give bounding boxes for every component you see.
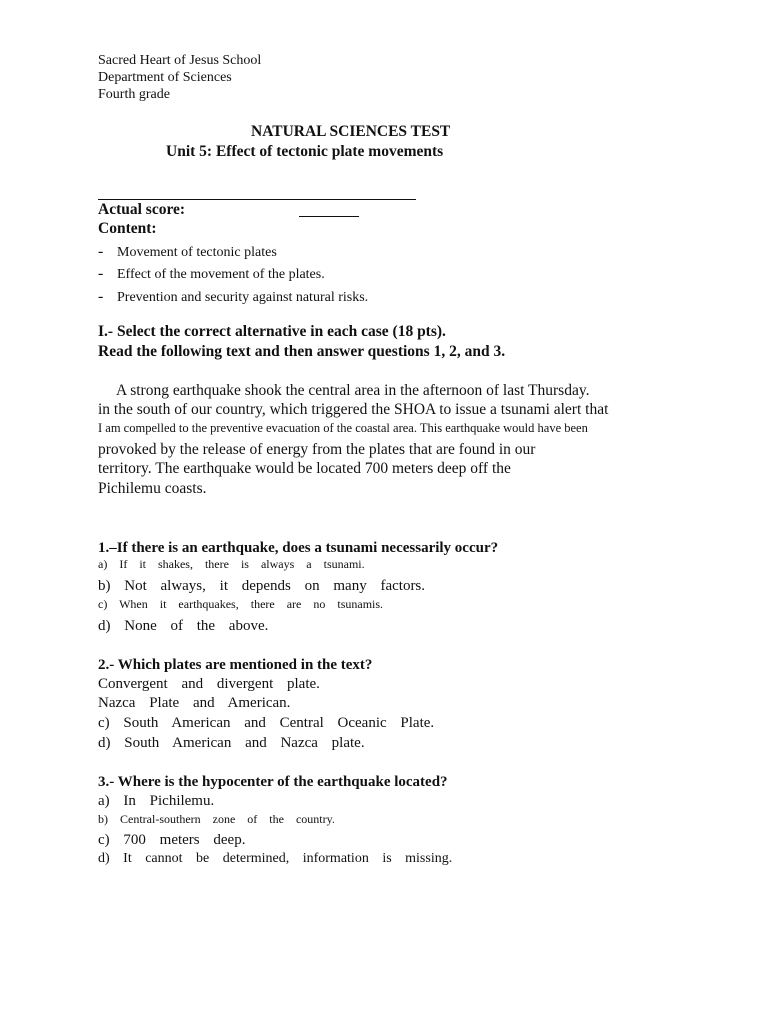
answer-option: c) 700 meters deep.	[98, 832, 246, 848]
content-label: Content:	[98, 220, 157, 237]
answer-option: b) Central-southern zone of the country.	[98, 812, 335, 826]
answer-option: d) It cannot be determined, information is missing.	[98, 851, 453, 866]
passage-line: in the south of our country, which triggered the SHOA to issue a tsunami alert that	[98, 401, 609, 418]
content-item-text: Effect of the movement of the plates.	[117, 267, 325, 282]
passage-line: Pichilemu coasts.	[98, 480, 207, 497]
content-item: - Prevention and security against natural risks.	[98, 288, 369, 305]
question-2: 2.- Which plates are mentioned in the text?	[98, 657, 373, 673]
answer-option: c) South American and Central Oceanic Plate.	[98, 715, 435, 731]
content-item-text: Prevention and security against natural risks.	[117, 290, 369, 305]
answer-option: d) South American and Nazca plate.	[98, 735, 365, 751]
question-3: 3.- Where is the hypocenter of the earthquake located?	[98, 774, 448, 790]
actual-score-label: Actual score:	[98, 201, 186, 218]
question-1: 1.–If there is an earthquake, does a tsunami necessarily occur?	[98, 540, 499, 556]
unit-title: Unit 5: Effect of tectonic plate movements	[166, 143, 444, 160]
answer-option: a) In Pichilemu.	[98, 793, 215, 809]
answer-option: c) When it earthquakes, there are no tsunamis.	[98, 597, 384, 611]
answer-option: Nazca Plate and American.	[98, 695, 291, 711]
score-blank-line	[299, 216, 359, 217]
content-item: - Movement of tectonic plates	[98, 243, 277, 260]
passage-line: A strong earthquake shook the central area in the afternoon of last Thursday.	[116, 382, 590, 399]
department-name: Department of Sciences	[98, 70, 232, 85]
passage-line: provoked by the release of energy from the plates that are found in our	[98, 441, 536, 458]
answer-option: Convergent and divergent plate.	[98, 676, 320, 692]
name-line	[98, 199, 416, 200]
answer-option: b) Not always, it depends on many factors.	[98, 578, 426, 594]
grade-level: Fourth grade	[98, 87, 170, 102]
passage-line: territory. The earthquake would be located 700 meters deep off the	[98, 460, 511, 477]
answer-option: d) None of the above.	[98, 618, 269, 634]
section-heading: I.- Select the correct alternative in each case (18 pts).	[98, 323, 446, 340]
test-title: NATURAL SCIENCES TEST	[251, 123, 451, 140]
passage-line: I am compelled to the preventive evacuation of the coastal area. This earthquake would have been	[98, 421, 588, 435]
content-item: - Effect of the movement of the plates.	[98, 265, 325, 282]
answer-option: a) If it shakes, there is always a tsunami.	[98, 557, 365, 571]
school-name: Sacred Heart of Jesus School	[98, 53, 262, 68]
content-item-text: Movement of tectonic plates	[117, 245, 277, 260]
section-instruction: Read the following text and then answer questions 1, 2, and 3.	[98, 343, 506, 360]
